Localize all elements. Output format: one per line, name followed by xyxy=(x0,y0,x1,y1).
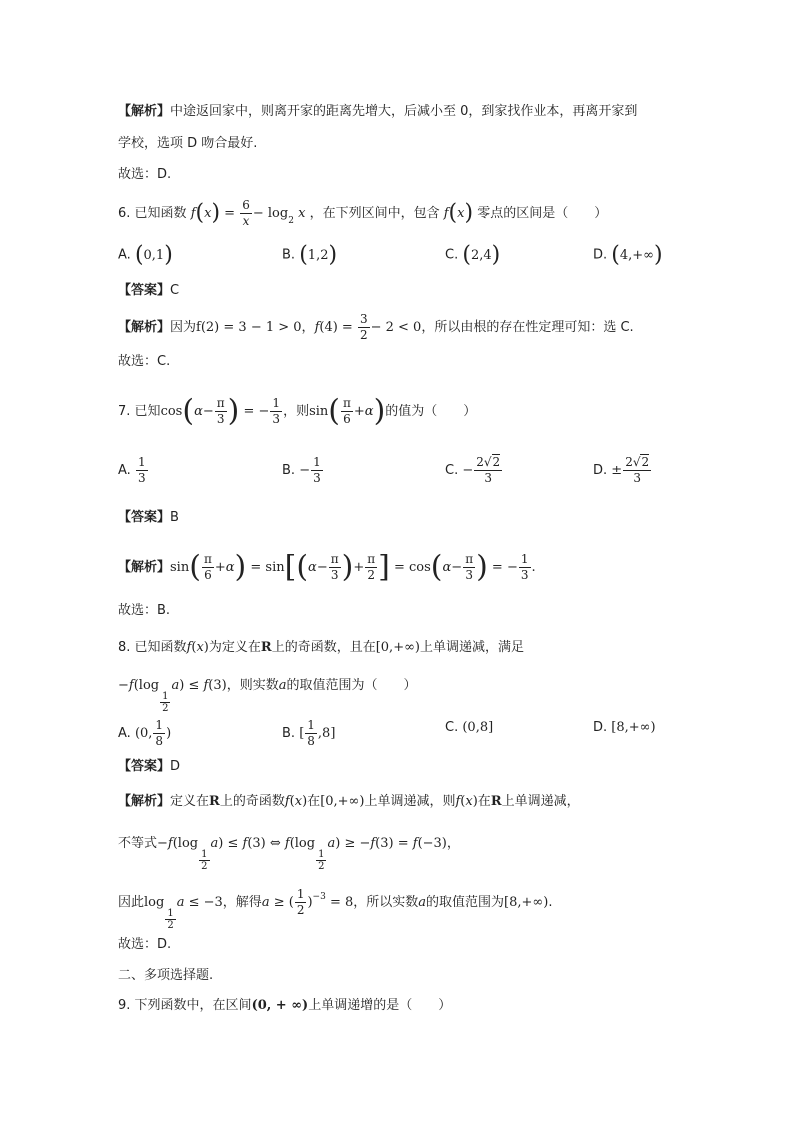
q8-analysis-line3-mid2: ，所以实数 xyxy=(353,895,419,910)
q8-analysis-mid2: 在 xyxy=(307,794,321,809)
q8-analysis-real-set: R xyxy=(209,794,220,809)
q7-option-a-label: A. xyxy=(118,463,131,478)
q8-answer-value: D xyxy=(170,759,181,774)
q8-option-b-label: B. xyxy=(282,726,296,741)
q7-option-c-value: − $\frac{2√2}{3}$ xyxy=(462,455,501,485)
q9-number: 9. xyxy=(118,998,131,1013)
answer-label: 【答案】 xyxy=(118,283,171,298)
q8-domain: [0,+∞) xyxy=(375,640,420,655)
q8-analysis-line3-mid: ，解得 xyxy=(222,895,262,910)
q8-option-a xyxy=(118,718,171,749)
q8-option-b xyxy=(282,718,335,749)
q6-number: 6. xyxy=(118,206,131,221)
q8-option-d-value: [8,+∞) xyxy=(611,720,656,735)
section-2-title: 二、多项选择题. xyxy=(118,968,214,983)
q8-option-a-value: (0, $\frac{1}{8}$ ) xyxy=(134,718,172,748)
q8-analysis-line3: 因此log $\frac{1}{2}$ a ≤ −3，解得a ≥ ( $\frac{1}{2}$ )$^{-3}$ = 8，所以实数a的取值范围为[8,+∞). xyxy=(118,887,553,931)
q8-real-set: R xyxy=(260,640,272,655)
q8-option-a-label: A. xyxy=(118,726,131,741)
q8-analysis-inequality: −f(log $\frac{1}{2}$ a) ≤ f(3) ⇔ f(log $\frac{1}{2}$ a) ≥ −f(3) = f(−3)， xyxy=(157,836,460,872)
q7-given-formula: cos(α− $\frac{\pi}{3}$ ) = − $\frac{1}{3}$ xyxy=(160,393,281,429)
q7-option-c-label: C. xyxy=(445,463,459,478)
q8-stem-mid: 为定义在 xyxy=(208,640,261,655)
q7-analysis-formula: sin( $\frac{\pi}{6}$ +α) = sin[(α− $\frac{\pi}{3}$ )+ $\frac{\pi}{2}$ ] = cos(α− $\frac{\pi}{3}$ ) = − $\frac{1}{3}$ . xyxy=(170,549,536,585)
q8-analysis-end: 上单调递减， xyxy=(501,794,580,809)
q8-analysis-line3-prefix: 因此 xyxy=(118,895,145,910)
q6-answer xyxy=(118,281,179,301)
q8-stem-line2-tail: 的取值范围为（ ） xyxy=(286,678,417,693)
q8-analysis-log-inequality: log $\frac{1}{2}$ a ≤ −3 xyxy=(144,895,223,931)
q8-analysis-line2 xyxy=(118,834,460,872)
q7-stem xyxy=(118,393,477,429)
q6-option-b: B. (1,2) xyxy=(282,242,338,267)
so-choose-label: 故选： xyxy=(118,603,158,618)
answer-label: 【答案】 xyxy=(118,510,171,525)
so-choose-label: 故选： xyxy=(118,937,158,952)
q9-stem-end: 上单调递增的是（ ） xyxy=(308,998,452,1013)
q8-stem-mid2: 上的奇函数，且在 xyxy=(271,640,376,655)
q8-stem-line1 xyxy=(118,638,524,658)
q6-conclusion xyxy=(118,352,170,372)
q5-analysis-text-1: 中途返回家中，则离开家的距离先增大，后减小至 0，到家找作业本，再离开家到 xyxy=(170,104,638,119)
q6-option-d: D. (4,+∞) xyxy=(593,242,663,267)
so-choose-label: 故选： xyxy=(118,167,158,182)
q6-stem-mid: ，在下列区间中，包含 xyxy=(309,206,440,221)
q6-f-of-x: f(x) xyxy=(443,200,474,226)
q6-function-formula: f(x) = $\frac{6}{x}$ − $\log_2 x$ xyxy=(190,198,306,228)
q8-variable-a: a xyxy=(278,678,287,693)
q6-option-a: A. (0,1) xyxy=(118,242,173,267)
q8-stem-line1-end: 上单调递减，满足 xyxy=(420,640,525,655)
q8-analysis-fx-2: f(x) xyxy=(455,794,478,809)
section-heading-multiple-choice xyxy=(118,966,213,986)
q8-analysis-line1 xyxy=(118,792,580,812)
q9-stem xyxy=(118,996,451,1016)
q8-analysis-domain: [0,+∞) xyxy=(320,794,365,809)
q7-number: 7. xyxy=(118,404,131,419)
q7-option-b-label: B. xyxy=(282,463,296,478)
q6-choice: C. xyxy=(157,354,171,369)
q8-analysis-mid: 上的奇函数 xyxy=(219,794,285,809)
q7-option-b-value: − $\frac{1}{3}$ xyxy=(299,455,321,485)
q8-fx: f(x) xyxy=(186,640,209,655)
q8-analysis-interval: [8,+∞) xyxy=(504,895,549,910)
q7-option-d-value: ± $\frac{2√2}{3}$ xyxy=(611,455,650,485)
q5-conclusion xyxy=(118,165,171,185)
q7-stem-prefix: 已知 xyxy=(134,404,161,419)
q7-stem-end: 的值为（ ） xyxy=(385,404,477,419)
q5-analysis-line2 xyxy=(118,134,257,154)
q6-analysis-end: ，所以由根的存在性定理可知：选 C. xyxy=(421,320,634,335)
analysis-label: 【解析】 xyxy=(118,104,171,119)
q8-option-c xyxy=(445,720,493,735)
analysis-label: 【解析】 xyxy=(118,320,171,335)
q6-analysis-sep: ， xyxy=(301,320,315,335)
q6-option-d-label: D. xyxy=(593,247,608,263)
q6-option-b-value: 1,2 xyxy=(307,247,329,263)
q8-analysis-solution: a ≥ ( $\frac{1}{2}$ )$^{-3}$ = 8 xyxy=(261,887,354,917)
analysis-label: 【解析】 xyxy=(118,794,171,809)
q8-number: 8. xyxy=(118,640,131,655)
q6-option-c-value: 2,4 xyxy=(470,247,492,263)
q8-analysis-mid4: 在 xyxy=(477,794,491,809)
analysis-label: 【解析】 xyxy=(118,560,171,575)
q7-option-a-value: $\frac{1}{3}$ xyxy=(137,455,146,485)
q8-option-c-value: (0,8] xyxy=(462,720,494,735)
q7-option-d-label: D. xyxy=(593,463,608,478)
q6-option-c: C. (2,4) xyxy=(445,242,501,267)
q8-conclusion xyxy=(118,935,171,955)
q5-analysis-text-2: 学校，选项 D 吻合最好. xyxy=(118,136,258,151)
q6-stem-end: 零点的区间是（ ） xyxy=(477,206,608,221)
q8-stem-line2 xyxy=(118,676,417,714)
q9-interval: (0, + ∞) xyxy=(251,998,309,1013)
q8-option-b-value: [ $\frac{1}{8}$ ,8] xyxy=(299,718,336,748)
q8-option-d xyxy=(593,720,656,735)
q8-analysis-fx: f(x) xyxy=(284,794,308,809)
q8-analysis-variable-a: a xyxy=(418,895,427,910)
q7-option-a xyxy=(118,455,149,486)
q6-analysis xyxy=(118,312,634,343)
q6-option-b-label: B. xyxy=(282,247,296,263)
q7-answer xyxy=(118,508,179,528)
q6-stem xyxy=(118,198,607,231)
q7-answer-value: B xyxy=(170,510,179,525)
q6-analysis-prefix: 因为 xyxy=(170,320,197,335)
q8-analysis-mid3: 上单调递减，则 xyxy=(364,794,456,809)
q5-analysis-line1 xyxy=(118,102,637,122)
q8-answer xyxy=(118,757,180,777)
q5-choice: D. xyxy=(157,167,172,182)
q7-analysis xyxy=(118,549,536,585)
q7-option-b xyxy=(282,455,324,486)
q6-option-a-label: A. xyxy=(118,247,131,263)
q9-stem-prefix: 下列函数中，在区间 xyxy=(134,998,252,1013)
q7-option-c xyxy=(445,455,503,486)
q8-analysis-line2-prefix: 不等式 xyxy=(118,836,158,851)
q7-option-d xyxy=(593,455,652,486)
q7-conclusion xyxy=(118,601,170,621)
q7-choice: B. xyxy=(157,603,171,618)
q6-analysis-f2: f(2) = 3 − 1 > 0 xyxy=(196,320,302,335)
q6-stem-prefix: 已知函数 xyxy=(134,206,187,221)
answer-label: 【答案】 xyxy=(118,759,171,774)
q8-analysis-real-set-2: R xyxy=(490,794,502,809)
q8-option-d-label: D. xyxy=(593,720,608,735)
q8-choice: D. xyxy=(157,937,172,952)
q8-analysis-prefix: 定义在 xyxy=(170,794,210,809)
q6-answer-value: C xyxy=(170,283,180,298)
q8-stem-line2-mid: ，则实数 xyxy=(226,678,279,693)
so-choose-label: 故选： xyxy=(118,354,158,369)
q6-analysis-f4: f(4) = $\frac{3}{2}$ − 2 < 0 xyxy=(314,312,422,342)
q8-condition: −f(log $\frac{1}{2}$ a) ≤ f(3) xyxy=(118,678,227,714)
q6-option-c-label: C. xyxy=(445,247,459,263)
q8-option-c-label: C. xyxy=(445,720,459,735)
q6-option-d-value: 4,+∞ xyxy=(619,247,655,263)
q6-option-a-value: 0,1 xyxy=(143,247,165,263)
q7-stem-mid: ，则 xyxy=(283,404,310,419)
q8-analysis-line3-end: 的取值范围为 xyxy=(426,895,505,910)
q7-target-formula: sin( $\frac{\pi}{6}$ +α) xyxy=(309,393,386,429)
q8-stem-prefix: 已知函数 xyxy=(134,640,187,655)
